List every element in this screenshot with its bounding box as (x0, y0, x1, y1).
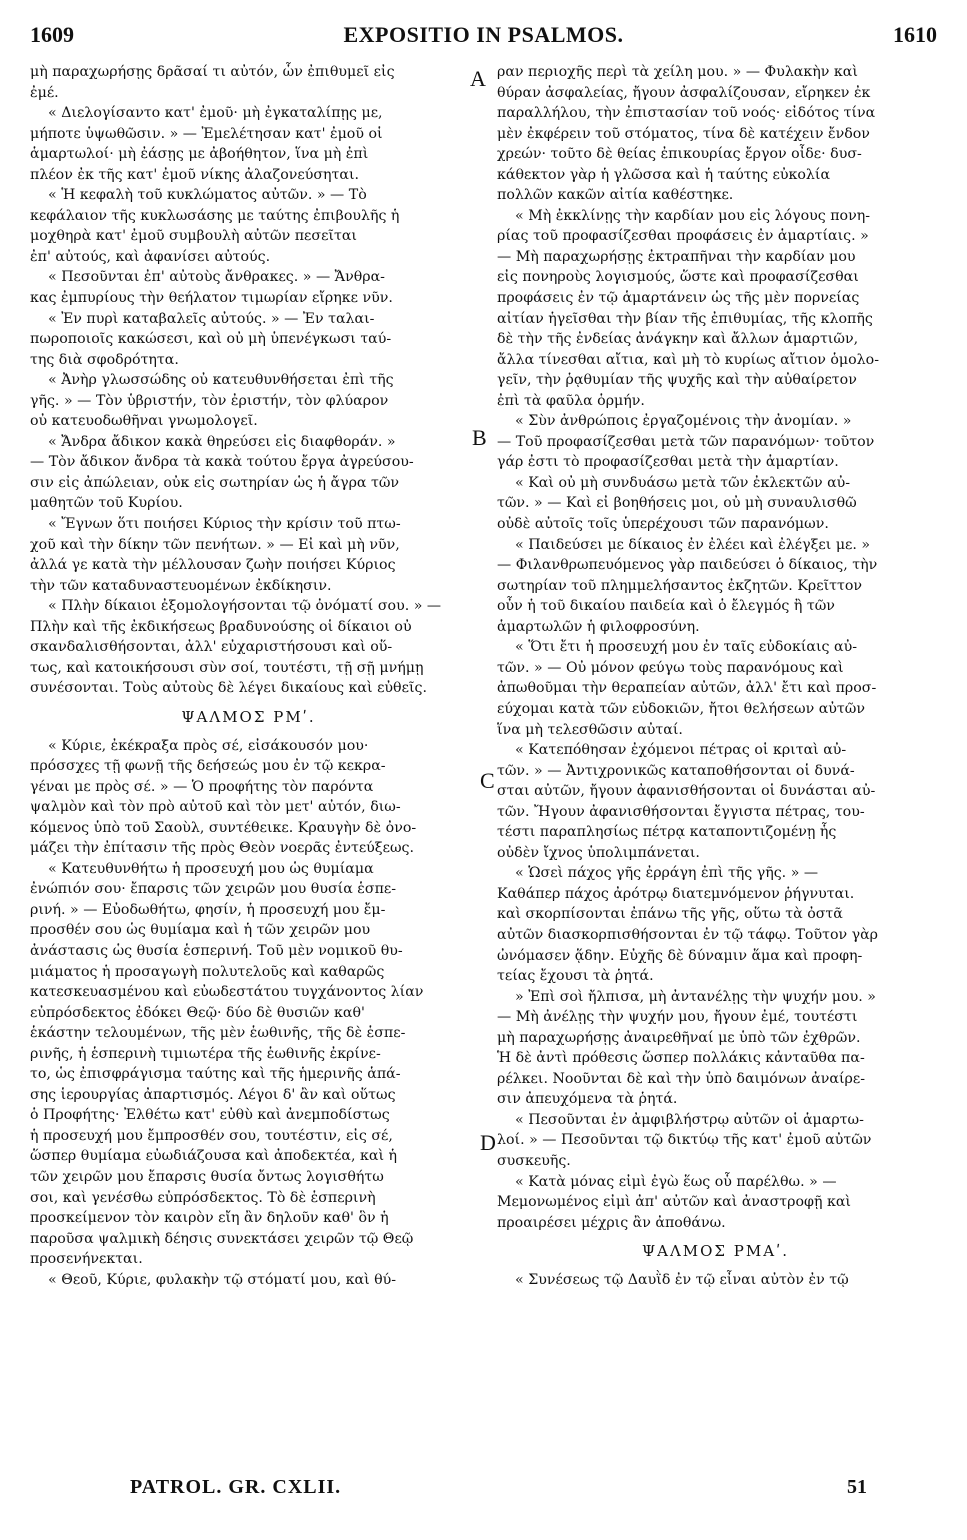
text-line: μὴ παραχωρήσῃς δρᾶσαί τι αὐτόν, ὧν ἐπιθυμεῖ εἰς (30, 64, 395, 80)
page-footer (30, 1476, 937, 1506)
running-title: EXPOSITIO IN PSALMOS. (343, 22, 624, 47)
text-line: ἐμέ. (30, 84, 59, 101)
text-line: « Ἄνδρα ἄδικον κακὰ θηρεύσει εἰς διαφθοράν. » (48, 433, 396, 450)
text-line: σης ἱερουργίας ἀπαρτισμός. Λέγοι δ' ἂν καὶ οὕτως (30, 1086, 396, 1103)
text-line: αἰτίαν ἡγεῖσθαι τὴν βίαν τῆς ἐπιθυμίας, τῆς κλοπῆς (497, 310, 873, 327)
margin-marker-c: C (480, 768, 495, 793)
text-line: γέναι με πρὸς σέ. » — Ὁ προφήτης τὸν παρόντα (30, 778, 374, 795)
text-line: πωροποιοῖς κακώσεσι, καὶ οὐ μὴ ὑπενέγκωσι ταύ- (30, 331, 392, 348)
text-line: κατεσκευασμένου καὶ εὐωδεστάτου τυγχάνοντος λίαν (30, 984, 424, 1001)
text-line: « Παιδεύσει με δίκαιος ἐν ἐλέει καὶ ἐλέγξει με. » (515, 536, 871, 553)
text-line: Μεμονωμένος εἰμὶ ἀπ' αὐτῶν καὶ ἀναστροφῇ καὶ (497, 1194, 851, 1211)
text-line: κας ἐμπυρίους τὴν θεήλατον τιμωρίαν εἴρηκε νῦν. (30, 290, 393, 307)
text-line: ρινῆς, ἡ ἑσπερινὴ τιμιωτέρα τῆς ἑωθινῆς ἐκρίνε- (30, 1045, 381, 1062)
text-line: ἐπ' αὐτούς, καὶ ἀφανίσει αὐτούς. (30, 248, 271, 265)
footer-source: PATROL. GR. CXLII. (130, 1476, 342, 1498)
margin-marker-b: B (472, 425, 487, 450)
text-line: « Ἀνὴρ γλωσσώδης οὐ κατευθυνθήσεται ἐπὶ τῆς (48, 372, 394, 389)
text-line: « Διελογίσαντο κατ' ἐμοῦ· μὴ ἐγκαταλίπῃς με, (48, 105, 383, 122)
text-line: σωτηρίαν τοῦ πλημμελήσαντος ἐκζητῶν. Κρεῖττον (497, 577, 863, 594)
text-line: ὥσπερ θυμίαμα εὐωδιάζουσα καὶ ἀποδεκτέα, καὶ ἡ (30, 1148, 398, 1165)
text-line: ἵνα μὴ τελεσθῶσιν αὐταί. (497, 721, 683, 738)
text-line: « Θεοῦ, Κύριε, φυλακὴν τῷ στόματί μου, καὶ θύ- (48, 1271, 397, 1288)
text-line: προσενήνεκται. (30, 1251, 143, 1268)
text-line: τως, καὶ κατοικήσουσι σὺν σοί, τουτέστι, τῇ σῇ μνήμῃ (30, 659, 424, 676)
text-line: — Φιλανθρωπευόμενος γὰρ παιδεύσει ὁ δίκαιος, τὴν (497, 557, 878, 574)
page-header (30, 22, 937, 52)
text-line: μοχθηρὰ κατ' ἐμοῦ συμβουλὴ αὐτῶν πεσεῖται (30, 228, 357, 245)
text-line: συνέσονται. Τοὺς αὐτοὺς δὲ λέγει δικαίους καὶ εὐθεῖς. (30, 680, 427, 697)
text-line: σκανδαλισθήσονται, ἀλλ' εὐχαριστήσουσι καὶ οὕ- (30, 639, 393, 656)
text-line: αὐτῶν διασκορπισθήσονται ἐν τῷ τάφῳ. Τοῦτον γὰρ (497, 926, 879, 943)
text-line: ἀπωθοῦμαι τὴν θεραπείαν αὐτῶν, ἀλλ' ἔτι καὶ προσ- (497, 680, 877, 697)
text-line: προσκείμενον τὸν καιρὸν εἴη ἂν δηλοῦν καθ' ὃν ἡ (30, 1210, 389, 1227)
text-line: ἐνώπιόν σου· ἔπαρσις τῶν χειρῶν μου θυσία ἑσπε- (30, 881, 397, 898)
text-line: γάρ ἐστι τὸ προφασίζεσθαι μετὰ τὴν ἁμαρτίαν. (497, 454, 839, 471)
text-line: τῶν. » — Καὶ εἰ βοηθήσεις μοι, οὐ μὴ συναυλισθῶ (497, 495, 857, 512)
text-line: μάζει τὴν ἐπίτασιν τῆς πρὸς Θεὸν νοερᾶς ἐντεύξεως. (30, 840, 414, 857)
text-line: ἀνάστασις ὡς θυσία ἑσπερινή. Τοῦ μὲν νομικοῦ θυ- (30, 942, 403, 959)
text-line: « Πλὴν δίκαιοι ἐξομολογήσονται τῷ ὀνόματί σου. » — (48, 598, 442, 615)
text-line: εἰς πονηροὺς λογισμούς, ὥστε καὶ προφασίζεσθαι (497, 269, 859, 286)
text-line: λοί. » — Πεσοῦνται τῷ δικτύῳ τῆς κατ' ἐμοῦ αὐτῶν (497, 1132, 872, 1149)
text-line: ἑκάστην τελουμένων, τῆς μὲν ἑωθινῆς, τῆς δὲ ἑσπε- (30, 1025, 406, 1042)
text-line: « Μὴ ἐκκλίνῃς τὴν καρδίαν μου εἰς λόγους πονη- (515, 207, 870, 224)
text-line: — Τὸν ἄδικον ἄνδρα τὰ κακὰ τούτου ἔργα ἀγρεύσου- (30, 454, 414, 471)
text-line: « Ἐν πυρὶ καταβαλεῖς αὐτούς. » — Ἐν ταλαι- (48, 310, 375, 327)
text-line: πρόσσχες τῇ φωνῇ τῆς δεήσεώς μου ἐν τῷ κεκρα- (30, 758, 386, 775)
text-line: εὐπρόσδεκτος ἐδόκει Θεῷ· δύο δὲ θυσιῶν καθ' (30, 1004, 365, 1021)
text-line: ἁμαρτωλοί· μὴ ἐάσῃς με ἀβοήθητον, ἵνα μὴ ἐπὶ (30, 146, 369, 163)
text-line: συσκευῆς. (497, 1152, 571, 1169)
text-line: παροῦσα ψαλμικὴ δέησις συνεκτάσει χειρῶν τῷ Θεῷ (30, 1230, 414, 1247)
text-line: μὴ παραχωρήσῃς ἀναιρεθῆναί με ὑπὸ τῶν ἐχθρῶν. (497, 1029, 861, 1046)
text-line: — Μὴ ἀνέλῃς τὴν ψυχήν μου, ἤγουν ἐμέ, τουτέστι (497, 1009, 858, 1026)
text-line: ἀλλά γε κατὰ τὴν μέλλουσαν ζωὴν ποιήσει Κύριος (30, 557, 396, 574)
text-line: « Κατὰ μόνας εἰμὶ ἐγὼ ἕως οὗ παρέλθω. » — (515, 1173, 837, 1190)
text-line: τῶν. » — Ἀντιχρονικῶς καταποθήσονται οἱ δυνά- (497, 762, 855, 779)
page-number-right: 1610 (893, 22, 937, 47)
text-line: ἡ προσευχή μου ἔμπροσθέν σου, τουτέστιν, εἰς σέ, (30, 1127, 393, 1144)
text-line: τῶν. Ἤγουν ἀφανισθήσονται ἔγγιστα πέτρας, του- (497, 803, 865, 820)
page-number-left: 1609 (30, 22, 74, 47)
text-line: ψαλμὸν καὶ τὸν πρὸ αὐτοῦ καὶ τὸν μετ' αὐτόν, διω- (30, 799, 401, 816)
left-column (30, 62, 467, 1457)
text-line: ρινή. » — Εὐοδωθήτω, φησίν, ἡ προσευχή μου ἔμ- (30, 901, 386, 918)
text-line: θύραν ἀσφαλείας, ἤγουν ἀσφαλίζουσαν, εἴρηκεν ἐκ (497, 84, 871, 101)
right-column (497, 62, 934, 1457)
text-line: τείας ἔχουσι τὰ ῥητά. (497, 968, 654, 985)
text-line: προφάσεις ἐν τῷ ἁμαρτάνειν ὡς τῆς μὲν πορνείας (497, 290, 860, 307)
text-line: σοι, καὶ γενέσθω εὐπρόσδεκτος. Τὸ δὲ ἑσπερινὴ (30, 1189, 376, 1206)
text-line: καὶ σκορπίσονται ἐπάνω τῆς γῆς, οὕτω τὰ ὀστᾶ (497, 906, 843, 923)
text-line: εύχομαι κατὰ τῶν εὐδοκιῶν, ἤτοι θελήσεων αὐτῶν (497, 700, 865, 717)
text-line: Ἡ δὲ ἀντὶ πρόθεσις ὥσπερ πολλάκις κἀνταῦθα πα- (497, 1050, 865, 1067)
psalm-heading: ΨΑΛΜΟΣ ΡΜʹ. (181, 707, 316, 726)
text-line: σται αὐτῶν, ἤγουν ἀφανισθήσονται οἱ δυνάσται αὐ- (497, 783, 876, 800)
text-line: « Ἔγνων ὅτι ποιήσει Κύριος τὴν κρίσιν τοῦ πτω- (48, 516, 401, 533)
text-line: ἐπὶ τὰ φαῦλα ὁρμήν. (497, 392, 645, 409)
text-line: οὐ κατευοδωθῆναι γνωμολογεῖ. (30, 413, 258, 430)
text-line: οὐδὲ αὐτοῖς τοῖς ὑπερέχουσι τῶν παρανόμων. (497, 516, 829, 533)
text-line: « Κατευθυνθήτω ἡ προσευχή μου ὡς θυμίαμα (48, 860, 374, 877)
text-line: τέστι παραπλησίως πέτρᾳ καταποντιζομένῃ ἧς (497, 824, 837, 841)
text-line: « Καὶ οὐ μὴ συνδυάσω μετὰ τῶν ἐκλεκτῶν αὐ- (515, 474, 851, 491)
text-line: Πλὴν καὶ τῆς ἐκδικήσεως βραδυνούσης οἱ δίκαιοι οὐ (30, 618, 412, 635)
text-line: γεῖν, τὴν ῥᾳθυμίαν τῆς ψυχῆς καὶ τὴν αὐθαίρετον (497, 372, 857, 389)
text-line: της διὰ σφοδρότητα. (30, 351, 179, 368)
text-line: χρεών· τοῦτο δὲ θείας ἐπικουρίας ἔργον οἶδε· δυσ- (497, 146, 862, 163)
text-line: οὐδὲν ἴχνος ὑπολιμπάνεται. (497, 844, 700, 861)
text-line: « Πεσοῦνται ἐν ἀμφιβλήστρῳ αὐτῶν οἱ ἁμαρτω- (515, 1111, 864, 1128)
text-line: — Τοῦ προφασίζεσθαι μετὰ τῶν παρανόμων· τοῦτον (497, 433, 875, 450)
text-line: παραλλήλου, τὴν ἐπιστασίαν τοῦ νοός· εἰδότος τίνα (497, 105, 876, 122)
psalm-heading: ΨΑΛΜΟΣ ΡΜΑʹ. (641, 1242, 790, 1261)
text-line: σιν εἰς ἀπώλειαν, οὐκ εἰς σωτηρίαν ὡς ἡ ἄγρα τῶν (30, 474, 400, 491)
text-line: — Μὴ παραχωρήσῃς ἐκτραπῆναι τὴν καρδίαν μου (497, 248, 856, 265)
text-line: « Σὺν ἀνθρώποις ἐργαζομένοις τὴν ἀνομίαν. » (515, 413, 852, 430)
text-line: σιν ἀπευχόμενα τὰ ῥητά. (497, 1091, 678, 1108)
text-line: το, ὡς ἐπισφράγισμα ταύτης καὶ τῆς ἡμερινῆς ἁπά- (30, 1066, 401, 1083)
text-line: χοῦ καὶ τὴν δίκην τῶν πενήτων. » — Εἰ καὶ μὴ νῦν, (30, 536, 400, 553)
text-line: » Ἐπὶ σοὶ ἤλπισα, μὴ ἀντανέλῃς τὴν ψυχήν μου. » (515, 988, 876, 1005)
text-line: οὖν ἡ τοῦ δικαίου παιδεία καὶ ὁ ἔλεγμός ἢ τῶν (497, 598, 835, 615)
text-line: μιάματος ἡ προσαγωγὴ πολυτελοῦς καὶ καθαρῶς (30, 963, 385, 980)
text-line: « Κύριε, ἐκέκραξα πρὸς σέ, εἰσάκουσόν μου· (48, 737, 369, 754)
margin-marker-d: D (480, 1130, 496, 1155)
text-line: « Συνέσεως τῷ Δαυῒδ ἐν τῷ εἶναι αὐτὸν ἐν τῷ (515, 1271, 849, 1288)
text-line: ρέλκει. Νοοῦνται δὲ καὶ τὴν ὑπὸ δαιμόνων ἀναίρε- (497, 1070, 866, 1087)
text-line: « Πεσοῦνται ἐπ' αὐτοὺς ἄνθρακες. » — Ἄνθρα- (48, 269, 385, 286)
text-line: « Ὅτι ἔτι ἡ προσευχή μου ἐν ταῖς εὐδοκίαις αὐ- (515, 639, 857, 656)
text-line: τῶν χειρῶν μου ἔπαρσις θυσία ὄντως λογισθήτω (30, 1168, 384, 1185)
text-line: προσθέν σου ὡς θυμίαμα καὶ ἡ τῶν χειρῶν μου (30, 922, 371, 939)
text-line: ρίας τοῦ προφασίζεσθαι προφάσεις ἐν ἁμαρτίαις. » (497, 228, 869, 245)
text-line: ἄλλα τίνεσθαι αἴτια, καὶ μὴ τὸ κυρίως αἴτιον ὁμολο- (497, 351, 880, 368)
text-line: « Κατεπόθησαν ἐχόμενοι πέτρας οἱ κριταὶ αὐ- (515, 742, 847, 759)
text-line: μήποτε ὑψωθῶσιν. » — Ἐμελέτησαν κατ' ἐμοῦ οἱ (30, 125, 383, 142)
text-line: ραν περιοχῆς περὶ τὰ χείλη μου. » — Φυλακὴν καὶ (497, 64, 858, 80)
text-line: τὴν τῶν καταδυναστευομένων ἐκδίκησιν. (30, 577, 332, 594)
text-line: τῶν. » — Οὐ μόνον φεύγω τοὺς παρανόμους καὶ (497, 659, 844, 676)
text-line: πολλῶν κακῶν αἰτία καθέστηκε. (497, 187, 734, 204)
text-line: ὠνόμασεν ᾅδην. Εὐχῆς δὲ δύναμιν ἅμα καὶ προφη- (497, 947, 863, 964)
text-line: ἁμαρτωλῶν ἡ φιλοφροσύνη. (497, 618, 700, 635)
text-line: προαιρέσει μέχρις ἂν ἀποθάνω. (497, 1214, 726, 1231)
text-line: Καθάπερ πάχος ἀρότρῳ διατεμνόμενον ῥήγνυται. (497, 885, 855, 902)
text-line: γῆς. » — Τὸν ὑβριστήν, τὸν ἐριστήν, τὸν φλύαρον (30, 392, 389, 409)
text-line: « Ἡ κεφαλὴ τοῦ κυκλώματος αὐτῶν. » — Τὸ (48, 187, 367, 204)
text-line: « Ὡσεὶ πάχος γῆς ἐρράγη ἐπὶ τῆς γῆς. » — (515, 865, 819, 882)
text-line: μαθητῶν τοῦ Κυρίου. (30, 495, 183, 512)
margin-marker-a: A (470, 66, 486, 91)
text-line: δὲ τὴν τῆς ἐνδείας ἀνάγκην καὶ ἄλλων ἁμαρτιῶν, (497, 331, 859, 348)
text-line: πλέον ἐκ τῆς κατ' ἐμοῦ νίκης ἀλαζονεύσηται. (30, 166, 360, 183)
text-line: ὁ Προφήτης· Ἐλθέτω κατ' εὐθὺ καὶ ἀνεμποδίστως (30, 1107, 390, 1124)
text-line: κεφάλαιον τῆς κυκλωσάσης με ταύτης ἐπιβουλῆς ἡ (30, 207, 400, 224)
text-line: κόμενος ὑπὸ τοῦ Σαοὺλ, συντέθεικε. Κραυγὴν δὲ ὀνο- (30, 819, 417, 836)
text-line: μὲν ἐκφέρειν τοῦ στόματος, τίνα δὲ κατέχειν ἔνδον (497, 125, 870, 142)
text-line: κάθεκτον γὰρ ἡ γλῶσσα καὶ ἡ ταύτης εὐκολία (497, 166, 831, 183)
footer-signature: 51 (847, 1476, 867, 1498)
